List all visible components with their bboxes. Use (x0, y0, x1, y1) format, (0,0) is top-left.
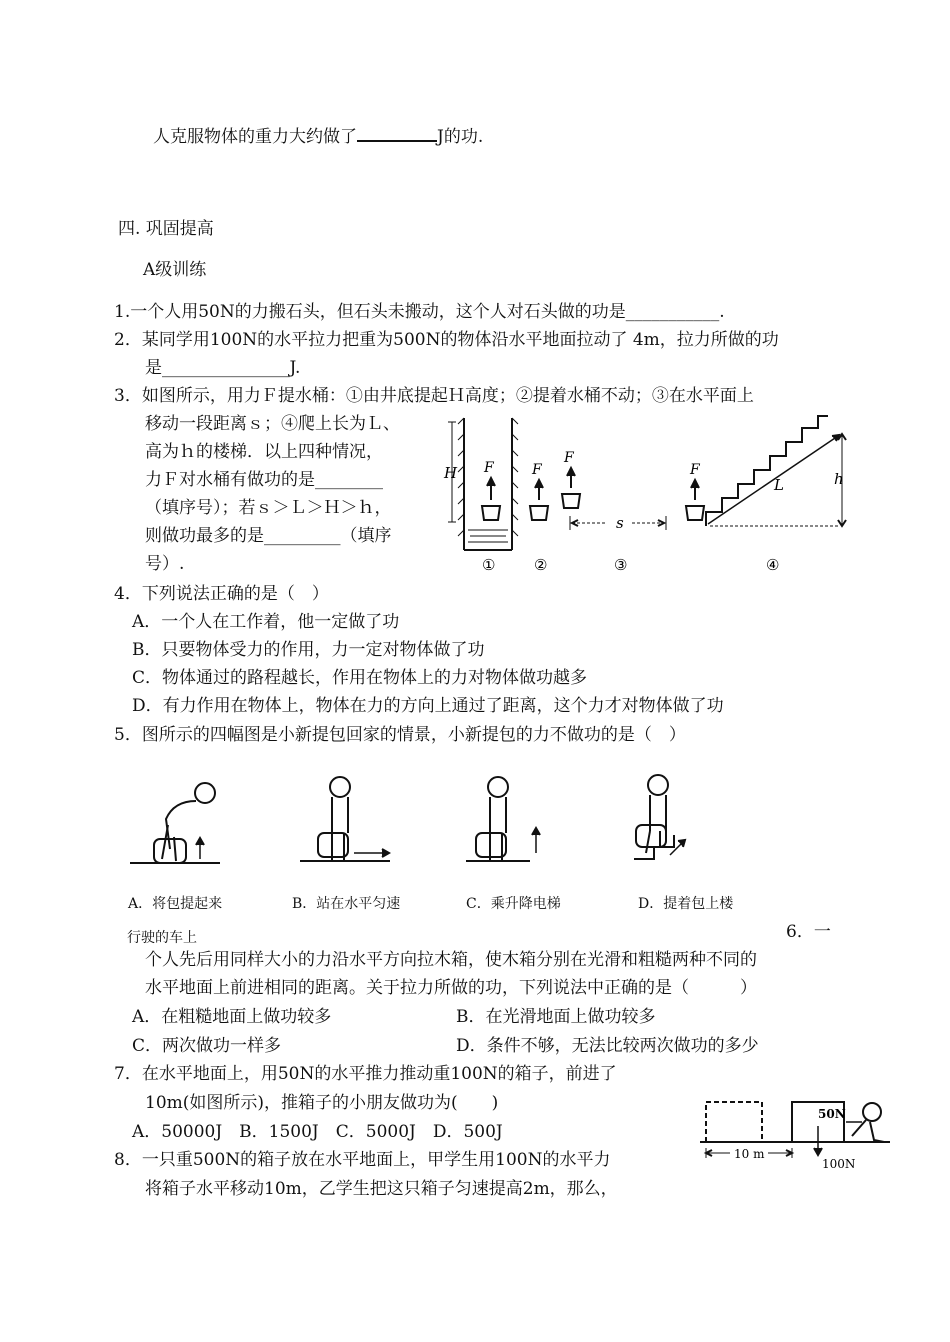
push-box-drawing (700, 1102, 890, 1158)
question-6-option-c: C．两次做功一样多 (132, 1036, 282, 1056)
bucket-figure (440, 410, 860, 580)
label-F-3: F (564, 450, 574, 466)
section-title: 四. 巩固提高 (118, 219, 214, 239)
fig-number-2: ② (534, 556, 548, 574)
label-F-2: F (532, 462, 542, 478)
question-3-line-1: 3．如图所示，用力Ｆ提水桶：①由井底提起Ｈ高度；②提着水桶不动；③在水平面上 (114, 386, 754, 406)
question-3-line-2: 移动一段距离ｓ；④爬上长为Ｌ、 (145, 414, 400, 434)
question-4-option-a: A．一个人在工作着，他一定做了功 (132, 612, 400, 632)
question-7-line-2: 10m(如图所示)，推箱子的小朋友做功为( ) (145, 1093, 499, 1113)
question-4-stem: 4．下列说法正确的是（ ） (114, 584, 329, 604)
label-push-force: 50N (818, 1107, 846, 1121)
fig-number-1: ① (482, 556, 496, 574)
question-6-number: 6．一 (786, 922, 831, 942)
fig-number-3: ③ (614, 556, 628, 574)
label-H: H (444, 464, 458, 482)
question-7-line-1: 7．在水平地面上，用50N的水平推力推动重100N的箱子，前进了 (114, 1064, 617, 1084)
question-3-line-5: （填序号）；若ｓ＞Ｌ＞Ｈ＞ｈ， (145, 498, 392, 518)
question-5-stem: 5．图所示的四幅图是小新提包回家的情景，小新提包的力不做功的是（ ） (114, 725, 686, 745)
question-8-line-2: 将箱子水平移动10m，乙学生把这只箱子匀速提高2m，那么， (145, 1179, 618, 1199)
label-weight: 100N (822, 1157, 856, 1171)
scene-a (130, 783, 220, 863)
well-diagram (448, 418, 518, 550)
question-2-line-2: 是_______________J. (145, 358, 301, 378)
scene-d (634, 775, 685, 859)
caption-b-line-2: 行驶的车上 (127, 930, 197, 946)
carrying-bag-figure (130, 775, 690, 875)
question-3-line-3: 高为ｈ的楼梯．以上四种情况， (145, 442, 383, 462)
label-F-4: F (690, 462, 700, 478)
scene-b (300, 777, 390, 861)
push-box-figure (700, 1092, 900, 1172)
bucket-2 (530, 480, 548, 520)
question-4-option-b: B．只要物体受力的作用，力一定对物体做了功 (132, 640, 485, 660)
question-8-line-1: 8．一只重500N的箱子放在水平地面上，甲学生用100N的水平力 (114, 1150, 611, 1170)
question-3-line-7: 号）. (145, 554, 185, 574)
caption-b: B．站在水平匀速 (292, 896, 401, 912)
question-3-line-6: 则做功最多的是_________（填序 (145, 526, 392, 546)
question-2-line-1: 2．某同学用100N的水平拉力把重为500N的物体沿水平地面拉动了 4m，拉力所做的功 (114, 330, 779, 350)
fig-number-4: ④ (766, 556, 780, 574)
top-line (153, 122, 483, 149)
question-4-option-d: D．有力作用在物体上，物体在力的方向上通过了距离，这个力才对物体做了功 (132, 696, 724, 716)
subsection-title: A级训练 (143, 260, 207, 280)
caption-c: C．乘升降电梯 (466, 896, 561, 912)
top-line-unit: J的功. (437, 127, 484, 147)
question-6-option-b: B．在光滑地面上做功较多 (456, 1007, 656, 1027)
label-L: L (774, 476, 784, 494)
caption-d: D．提着包上楼 (638, 896, 734, 912)
label-s: s (616, 514, 624, 532)
bucket-3 (562, 468, 666, 530)
top-line-text: 人克服物体的重力大约做了 (153, 127, 357, 147)
answer-blank (357, 122, 437, 142)
label-distance: 10 m (734, 1147, 765, 1161)
question-6-option-a: A．在粗糙地面上做功较多 (132, 1007, 332, 1027)
question-6-line-1: 个人先后用同样大小的力沿水平方向拉木箱，使木箱分别在光滑和粗糙两种不同的 (145, 950, 757, 970)
question-3-line-4: 力Ｆ对水桶有做功的是________ (145, 470, 383, 490)
caption-a: A．将包提起来 (128, 896, 223, 912)
question-4-option-c: C．物体通过的路程越长，作用在物体上的力对物体做功越多 (132, 668, 588, 688)
question-6-line-2: 水平地面上前进相同的距离。关于拉力所做的功，下列说法中正确的是（ ） (145, 978, 757, 998)
label-F-1: F (484, 460, 494, 476)
scene-c (466, 777, 540, 861)
label-h: h (834, 470, 844, 488)
stairs-diagram (686, 416, 846, 526)
question-1: 1.一个人用50N的力搬石头，但石头未搬动，这个人对石头做的功是___________. (114, 302, 725, 322)
question-6-option-d: D．条件不够，无法比较两次做功的多少 (456, 1036, 759, 1056)
question-7-options: A．50000J B．1500J C．5000J D．500J (132, 1122, 503, 1142)
